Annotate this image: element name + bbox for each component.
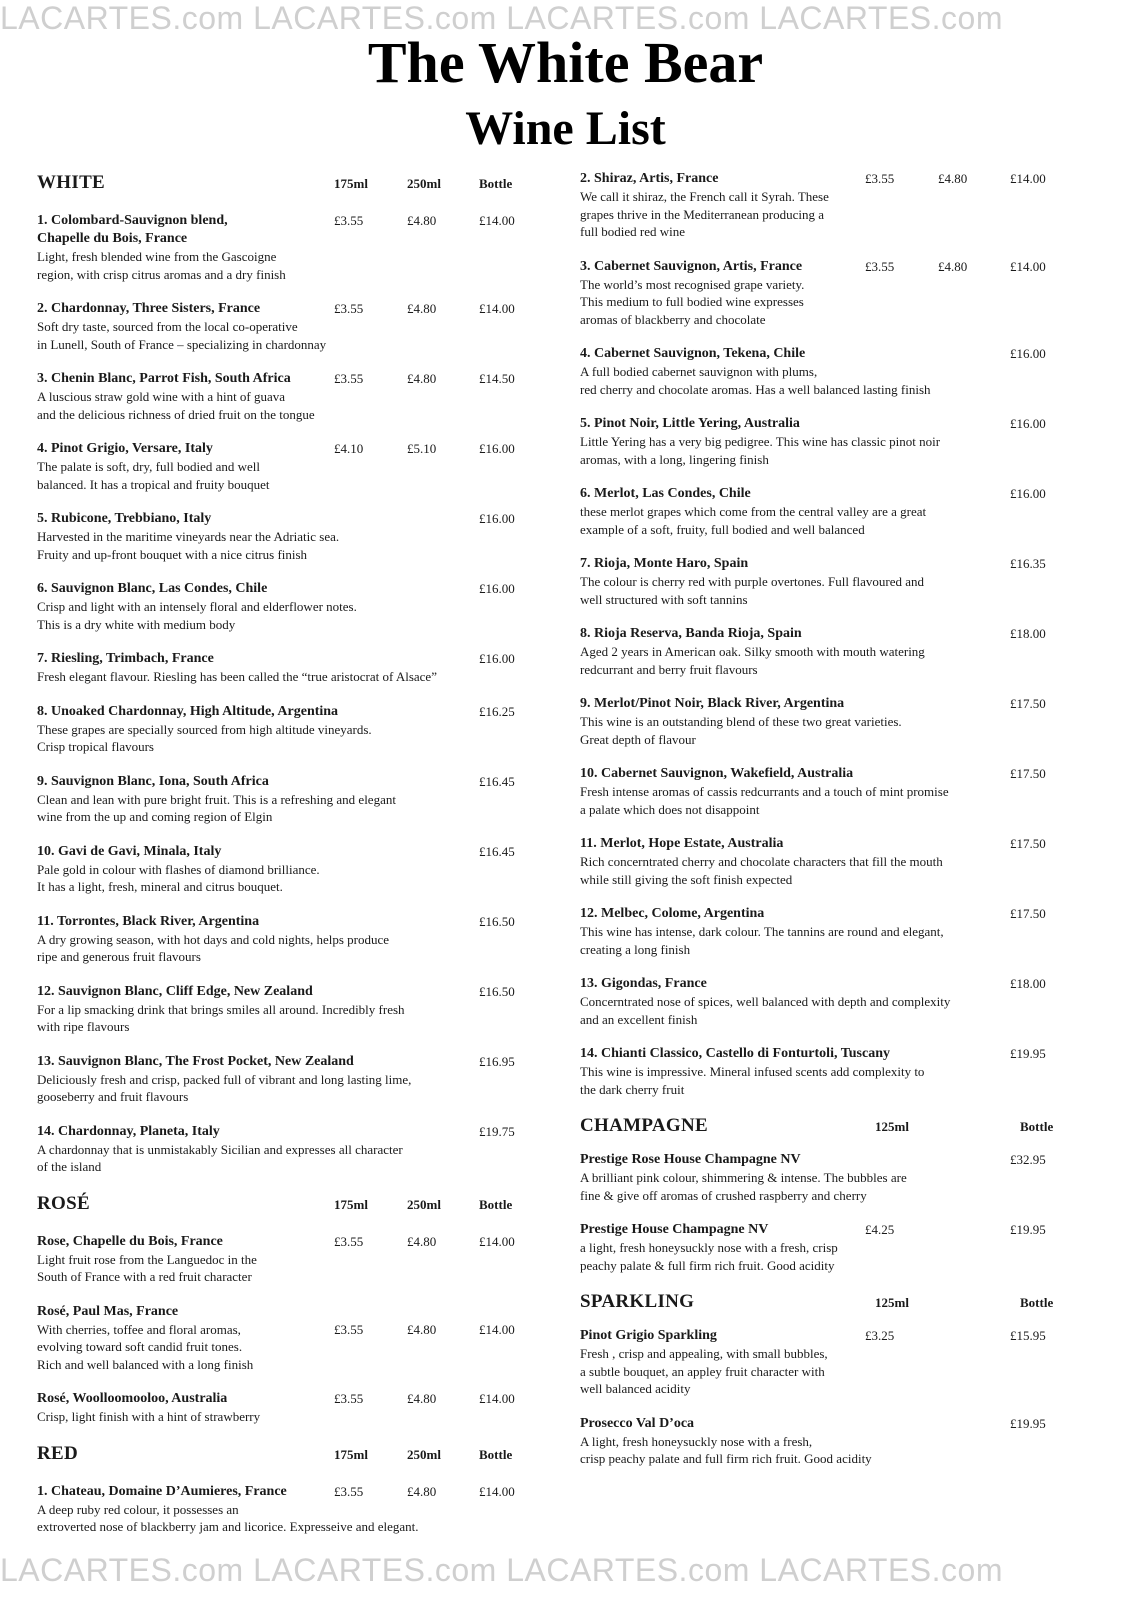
watermark-top: LACARTES.com LACARTES.com LACARTES.com LACARTES.com	[0, 0, 1003, 36]
wine-description: Fresh intense aromas of cassis redcurrants and a touch of mint promise a palate which does not disappoint	[580, 784, 949, 817]
wine-description: a light, fresh honeysuckly nose with a fresh, crisp peachy palate & full firm rich fruit. Good acidity	[580, 1240, 838, 1273]
wine-item	[37, 1053, 531, 1106]
price-bottle: £14.00	[1010, 258, 1046, 274]
price-bottle: £17.50	[1010, 836, 1046, 851]
wine-item	[580, 625, 1074, 678]
wine-name: 2. Chardonnay, Three Sisters, France	[37, 301, 261, 316]
wine-list-title: Wine List	[465, 102, 666, 155]
column-header-bottle: Bottle	[479, 176, 513, 191]
column-header-175ml: 175ml	[334, 1446, 368, 1462]
wine-item	[37, 650, 531, 686]
column-header-bottle: Bottle	[1020, 1295, 1054, 1310]
price-glass-small: £3.55	[334, 1483, 364, 1499]
section-title: SPARKLING	[580, 1291, 695, 1312]
wine-name: 14. Chianti Classico, Castello di Fonturtoli, Tuscany	[580, 1046, 890, 1061]
price-bottle: £16.25	[479, 703, 515, 719]
right-column	[580, 170, 1074, 1485]
price-bottle: £14.00	[479, 301, 515, 316]
wine-name: 5. Rubicone, Trebbiano, Italy	[37, 511, 212, 526]
price-glass-large: £4.80	[407, 213, 437, 228]
column-header-bottle: Bottle	[479, 1196, 513, 1212]
wine-description: Pale gold in colour with flashes of diamond brilliance. It has a light, fresh, mineral and citrus bouquet.	[37, 861, 320, 894]
column-header-175ml: 175ml	[334, 1196, 368, 1212]
wine-name: 7. Rioja, Monte Haro, Spain	[580, 556, 749, 571]
wine-item	[37, 913, 531, 966]
price-bottle: £16.45	[479, 843, 515, 859]
wine-name: Rose, Chapelle du Bois, France	[37, 1233, 223, 1249]
price-glass-small: £4.25	[865, 1222, 895, 1237]
watermark-bottom: LACARTES.com LACARTES.com LACARTES.com LACARTES.com	[0, 1552, 1003, 1588]
wine-item	[580, 1151, 1074, 1204]
wine-name: 1. Chateau, Domaine D’Aumieres, France	[37, 1483, 287, 1499]
section-title: RED	[37, 1442, 79, 1464]
wine-name: Prestige Rose House Champagne NV	[580, 1152, 801, 1167]
price-bottle: £15.95	[1010, 1328, 1046, 1343]
wine-description: Clean and lean with pure bright fruit. This is a refreshing and elegant wine from the up and coming region of Elgin	[37, 791, 396, 824]
price-bottle: £16.50	[479, 983, 515, 999]
price-bottle: £16.95	[479, 1053, 515, 1069]
restaurant-title: The White Bear	[367, 30, 764, 95]
wine-name: 6. Sauvignon Blanc, Las Condes, Chile	[37, 581, 268, 596]
price-glass-small: £3.55	[334, 1233, 364, 1249]
champagne-list	[580, 1151, 1074, 1274]
wine-item	[37, 983, 531, 1036]
wine-item	[580, 1045, 1074, 1098]
wine-name: 5. Pinot Noir, Little Yering, Australia	[580, 416, 800, 431]
price-bottle: £14.00	[479, 213, 515, 228]
price-glass-large: £4.80	[938, 258, 968, 274]
price-glass-large: £4.80	[407, 301, 437, 316]
wine-description: With cherries, toffee and floral aromas, evolving toward soft candid fruit tones. Rich and well balanced with a long finish	[37, 1321, 254, 1372]
wine-name: 13. Gigondas, France	[580, 976, 707, 991]
wine-description: A chardonnay that is unmistakably Sicilian and expresses all character of the island	[37, 1141, 403, 1174]
wine-name: 14. Chardonnay, Planeta, Italy	[37, 1123, 220, 1139]
wine-item	[580, 170, 1074, 241]
wine-item	[37, 300, 531, 353]
price-bottle: £14.00	[1010, 171, 1046, 186]
wine-item	[37, 843, 531, 896]
red-wine-list-continued	[580, 170, 1074, 1098]
red-section-header	[37, 1443, 531, 1469]
price-bottle: £16.00	[479, 581, 515, 596]
column-header-175ml: 175ml	[334, 176, 368, 191]
wine-name: 2. Shiraz, Artis, France	[580, 171, 719, 186]
wine-item	[580, 835, 1074, 888]
wine-item	[37, 1390, 531, 1426]
wine-name: 10. Gavi de Gavi, Minala, Italy	[37, 843, 222, 859]
wine-name: 6. Merlot, Las Condes, Chile	[580, 486, 751, 501]
wine-description: For a lip smacking drink that brings smiles all around. Incredibly fresh with ripe flavours	[37, 1001, 405, 1034]
wine-item	[37, 773, 531, 826]
wine-name: Pinot Grigio Sparkling	[580, 1328, 717, 1343]
wine-name: 3. Chenin Blanc, Parrot Fish, South Africa	[37, 371, 291, 386]
wine-item	[580, 1415, 1074, 1468]
wine-description: Crisp, light finish with a hint of strawberry	[37, 1409, 261, 1424]
price-bottle: £17.50	[1010, 696, 1046, 711]
champagne-section-header	[580, 1115, 1074, 1139]
price-bottle: £16.45	[479, 773, 515, 789]
wine-item	[37, 703, 531, 756]
wine-item	[580, 415, 1074, 468]
wine-item	[580, 905, 1074, 958]
price-bottle: £16.50	[479, 913, 515, 929]
price-bottle: £14.00	[479, 1233, 515, 1249]
wine-description: We call it shiraz, the French call it Syrah. These grapes thrive in the Mediterranean producing a full bodied red wine	[580, 189, 829, 239]
wine-description: Light, fresh blended wine from the Gascoigne region, with crisp citrus aromas and a dry finish	[37, 249, 286, 282]
wine-name: 11. Merlot, Hope Estate, Australia	[580, 836, 784, 851]
wine-description: A deep ruby red colour, it possesses an extroverted nose of blackberry jam and licorice. Expresseive and elegant.	[37, 1501, 419, 1534]
wine-name: 10. Cabernet Sauvignon, Wakefield, Australia	[580, 766, 854, 781]
price-bottle: £32.95	[1010, 1152, 1046, 1167]
column-header-bottle: Bottle	[479, 1446, 513, 1462]
wine-name: 3. Cabernet Sauvignon, Artis, France	[580, 258, 803, 274]
wine-item	[37, 370, 531, 423]
wine-description: The colour is cherry red with purple overtones. Full flavoured and well structured with soft tannins	[580, 574, 925, 607]
wine-description: Aged 2 years in American oak. Silky smooth with mouth watering redcurrant and berry fruit flavours	[580, 644, 925, 677]
price-glass-large: £4.80	[407, 1483, 437, 1499]
wine-description: These grapes are specially sourced from high altitude vineyards. Crisp tropical flavours	[37, 721, 372, 754]
wine-description: A luscious straw gold wine with a hint of guava and the delicious richness of dried fruit on the tongue	[37, 389, 315, 422]
wine-name: Rosé, Paul Mas, France	[37, 1303, 179, 1319]
wine-description: these merlot grapes which come from the central valley are a great example of a soft, fruity, full bodied and well balanced	[580, 504, 927, 537]
price-glass-small: £3.55	[865, 258, 895, 274]
wine-description: Soft dry taste, sourced from the local co-operative in Lunell, South of France – specializing in chardonnay	[37, 319, 327, 352]
price-glass-large: £4.80	[938, 171, 968, 186]
section-title: WHITE	[37, 172, 106, 193]
wine-item	[37, 510, 531, 563]
wine-description: This wine is impressive. Mineral infused scents add complexity to the dark cherry fruit	[580, 1064, 925, 1097]
white-section-header	[37, 172, 531, 198]
price-glass-small: £3.55	[865, 171, 895, 186]
wine-item	[37, 1483, 531, 1536]
section-title: ROSÉ	[37, 1192, 90, 1214]
wine-item	[580, 765, 1074, 818]
wine-description: A light, fresh honeysuckly nose with a fresh, crisp peachy palate and full firm rich fruit. Good acidity	[580, 1433, 872, 1466]
wine-description: A full bodied cabernet sauvignon with plums, red cherry and chocolate aromas. Has a well balanced lasting finish	[580, 364, 931, 397]
wine-description: This wine is an outstanding blend of these two great varieties. Great depth of flavour	[580, 714, 902, 747]
price-bottle: £19.95	[1010, 1046, 1046, 1061]
wine-name: 1. Colombard-Sauvignon blend, Chapelle du Bois, France	[37, 213, 228, 246]
section-title: CHAMPAGNE	[580, 1115, 708, 1136]
price-bottle: £16.00	[479, 441, 515, 456]
wine-item	[37, 1123, 531, 1176]
wine-name: 12. Sauvignon Blanc, Cliff Edge, New Zealand	[37, 983, 313, 999]
price-bottle: £16.00	[479, 511, 515, 526]
price-bottle: £16.00	[1010, 486, 1046, 501]
wine-name: Rosé, Woolloomooloo, Australia	[37, 1391, 228, 1406]
price-glass-large: £4.80	[407, 1233, 437, 1249]
price-bottle: £19.95	[1010, 1222, 1046, 1237]
wine-description: Rich concerntrated cherry and chocolate characters that fill the mouth while still giving the soft finish expected	[580, 854, 943, 887]
wine-name: 8. Unoaked Chardonnay, High Altitude, Argentina	[37, 703, 339, 719]
price-glass-small: £3.55	[334, 301, 364, 316]
wine-description: A brilliant pink colour, shimmering & intense. The bubbles are fine & give off aromas of crushed raspberry and cherry	[580, 1170, 907, 1203]
wine-item	[37, 440, 531, 493]
price-glass-large: £4.80	[407, 1391, 437, 1406]
wine-item	[580, 345, 1074, 398]
price-glass-large: £4.80	[407, 1321, 437, 1337]
column-header-250ml: 250ml	[407, 1446, 441, 1462]
column-header-125ml: 125ml	[875, 1119, 909, 1134]
column-header-250ml: 250ml	[407, 176, 441, 191]
wine-description: Little Yering has a very big pedigree. This wine has classic pinot noir aromas, with a long, lingering finish	[580, 434, 941, 467]
column-header-bottle: Bottle	[1020, 1119, 1054, 1134]
wine-item	[580, 258, 1074, 329]
wine-name: 7. Riesling, Trimbach, France	[37, 651, 214, 666]
price-bottle: £16.35	[1010, 556, 1046, 571]
price-bottle: £18.00	[1010, 626, 1046, 641]
column-header-250ml: 250ml	[407, 1196, 441, 1212]
wine-description: The palate is soft, dry, full bodied and well balanced. It has a tropical and fruity bouquet	[37, 459, 270, 492]
wine-item	[580, 555, 1074, 608]
wine-item	[37, 1233, 531, 1286]
wine-name: 12. Melbec, Colome, Argentina	[580, 906, 765, 921]
price-bottle: £14.00	[479, 1483, 515, 1499]
price-bottle: £14.00	[479, 1391, 515, 1406]
price-glass-small: £3.55	[334, 371, 364, 386]
price-glass-small: £3.55	[334, 213, 364, 228]
wine-item	[580, 695, 1074, 748]
wine-name: 11. Torrontes, Black River, Argentina	[37, 913, 260, 929]
wine-item	[580, 975, 1074, 1028]
wine-description: A dry growing season, with hot days and cold nights, helps produce ripe and generous fruit flavours	[37, 931, 390, 964]
rose-section-header	[37, 1193, 531, 1219]
wine-description: The world’s most recognised grape variety. This medium to full bodied wine expresses aromas of blackberry and chocolate	[580, 276, 805, 327]
rose-wine-list	[37, 1233, 531, 1426]
wine-name: 4. Cabernet Sauvignon, Tekena, Chile	[580, 346, 806, 361]
wine-name: Prosecco Val D’oca	[580, 1415, 695, 1431]
wine-description: This wine has intense, dark colour. The tannins are round and elegant, creating a long finish	[580, 924, 944, 957]
price-bottle: £17.50	[1010, 906, 1046, 921]
wine-name: 9. Merlot/Pinot Noir, Black River, Argentina	[580, 696, 845, 711]
column-header-125ml: 125ml	[875, 1295, 909, 1310]
wine-name: Prestige House Champagne NV	[580, 1222, 769, 1237]
wine-description: Fresh elegant flavour. Riesling has been called the “true aristocrat of Alsace”	[37, 669, 437, 684]
price-bottle: £16.00	[1010, 416, 1046, 431]
wine-item	[580, 485, 1074, 538]
wine-description: Fresh , crisp and appealing, with small bubbles, a subtle bouquet, an appley fruit character with well balanced acidity	[580, 1346, 828, 1396]
price-bottle: £16.00	[479, 651, 515, 666]
price-glass-large: £4.80	[407, 371, 437, 386]
price-bottle: £17.50	[1010, 766, 1046, 781]
wine-name: 4. Pinot Grigio, Versare, Italy	[37, 441, 213, 456]
wine-item	[580, 1327, 1074, 1398]
price-glass-large: £5.10	[407, 441, 437, 456]
price-glass-small: £3.55	[334, 1391, 364, 1406]
red-wine-list-start	[37, 1483, 531, 1536]
wine-description: Light fruit rose from the Languedoc in the South of France with a red fruit character	[37, 1251, 257, 1284]
price-bottle: £18.00	[1010, 976, 1046, 991]
left-column	[37, 172, 531, 1553]
price-glass-small: £4.10	[334, 441, 364, 456]
price-glass-small: £3.55	[334, 1321, 364, 1337]
price-glass-small: £3.25	[865, 1328, 895, 1343]
wine-description: Crisp and light with an intensely floral and elderflower notes. This is a dry white with medium body	[37, 599, 357, 632]
white-wine-list	[37, 212, 531, 1176]
price-bottle: £19.75	[479, 1123, 515, 1139]
wine-item	[37, 212, 531, 283]
wine-name: 13. Sauvignon Blanc, The Frost Pocket, New Zealand	[37, 1053, 354, 1069]
sparkling-list	[580, 1327, 1074, 1468]
price-bottle: £14.50	[479, 371, 515, 386]
wine-item	[580, 1221, 1074, 1274]
wine-item	[37, 1303, 531, 1374]
wine-name: 9. Sauvignon Blanc, Iona, South Africa	[37, 773, 269, 789]
price-bottle: £14.00	[479, 1321, 515, 1337]
wine-description: Deliciously fresh and crisp, packed full of vibrant and long lasting lime, gooseberry and fruit flavours	[37, 1071, 412, 1104]
wine-description: Concerntrated nose of spices, well balanced with depth and complexity and an excellent finish	[580, 994, 951, 1027]
wine-item	[37, 580, 531, 633]
wine-name: 8. Rioja Reserva, Banda Rioja, Spain	[580, 626, 802, 641]
price-bottle: £19.95	[1010, 1415, 1046, 1431]
price-bottle: £16.00	[1010, 346, 1046, 361]
sparkling-section-header	[580, 1291, 1074, 1315]
wine-description: Harvested in the maritime vineyards near the Adriatic sea. Fruity and up-front bouquet with a nice citrus finish	[37, 529, 340, 562]
